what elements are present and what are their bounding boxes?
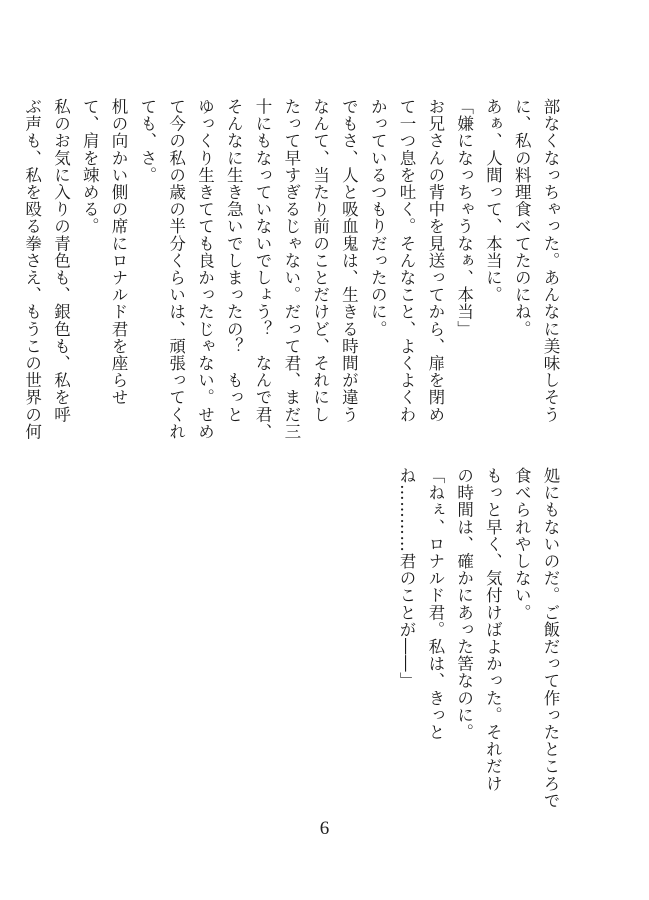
text-line: もっと早く、気付けばよかった。それだけ — [483, 467, 503, 792]
page-number: 6 — [319, 818, 330, 839]
lower-text-block — [384, 467, 564, 837]
text-line: 「嫌になっちゃうなぁ、本当」 — [454, 98, 474, 338]
text-line: 食べられやしない。 — [512, 467, 532, 621]
text-line: ぶ声も、私を殴る拳さえ、もうこの世界の何 — [22, 98, 42, 440]
text-line: の時間は、確かにあった筈なのに。 — [454, 467, 474, 741]
text-line: ね…………君のことが――」 — [397, 467, 417, 690]
text-line: そんなに生き急いでしまったの？ もっと — [224, 98, 244, 423]
text-line: て、肩を竦める。 — [80, 98, 100, 235]
text-line: 私のお気に入りの青色も、銀色も、私を呼 — [51, 98, 71, 423]
text-line: 「ねぇ、ロナルド君。私は、きっと — [425, 467, 445, 741]
upper-text-block — [22, 98, 564, 468]
text-line: お兄さんの背中を見送ってから、扉を閉め — [425, 98, 445, 423]
text-line: ても、さ。 — [137, 98, 157, 184]
text-line: かっているつもりだったのに。 — [368, 98, 388, 338]
text-line: 机の向かい側の席にロナルド君を座らせ — [109, 98, 129, 406]
text-line: て今の私の歳の半分くらいは、頑張ってくれ — [166, 98, 186, 440]
text-line: 十にもなっていないでしょう？ なんで君、 — [253, 98, 273, 440]
text-line: て一つ息を吐く。そんなこと、よくよくわ — [397, 98, 417, 423]
text-line: 処にもないのだ。ご飯だって作ったところで — [541, 467, 560, 809]
text-line: 部なくなっちゃった。あんなに美味しそう — [541, 98, 560, 423]
text-line: たって早すぎるじゃない。だって君、まだ三 — [281, 98, 301, 440]
text-line: に、私の料理食べてたのにね。 — [512, 98, 532, 338]
text-line: でもさ、人と吸血鬼は、生きる時間が違う — [339, 98, 359, 423]
text-line: ゆっくり生きてても良かったじゃない。せめ — [195, 98, 215, 440]
text-line: なんて、当たり前のことだけど、それにし — [310, 98, 330, 423]
text-line: あぁ、人間って、本当に。 — [483, 98, 503, 304]
